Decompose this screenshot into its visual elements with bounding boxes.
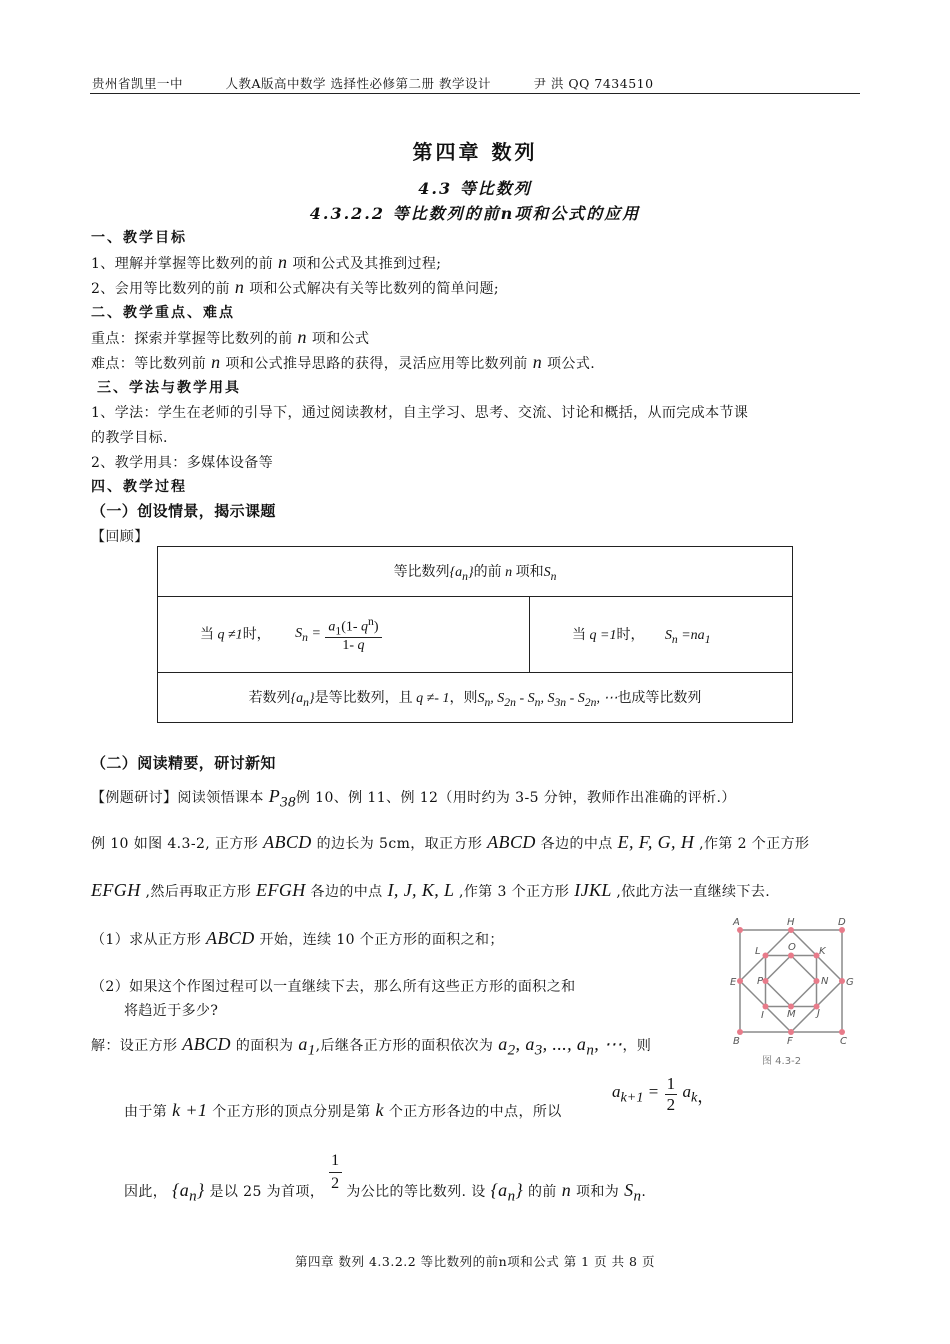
example-intro: 【例题研讨】阅读领悟课本 $P_{38}$例 10、例 11、例 12（用时约为 3-5 分钟，教师作出准确的评析.） xyxy=(91,786,736,811)
chapter-title: 第四章 数列 xyxy=(412,140,538,164)
fig-label-M: M xyxy=(787,1009,796,1020)
fig-label-G: G xyxy=(846,977,854,988)
page-header xyxy=(92,74,692,92)
fig-label-P: P xyxy=(757,976,764,987)
header-rule xyxy=(90,93,860,94)
subsection-1: （一）创设情景，揭示课题 xyxy=(91,502,276,520)
objective-2: 2、会用等比数列的前 n 项和公式解决有关等比数列的简单问题; xyxy=(91,277,500,297)
fig-label-O: O xyxy=(788,942,796,953)
keypoints-heading: 二、教学重点、难点 xyxy=(91,305,235,321)
header-book: 人教A版高中数学 选择性必修第二册 教学设计 xyxy=(225,76,491,91)
method-1a: 1、学法：学生在老师的引导下，通过阅读教材，自主学习、思考、交流、讨论和概括，从而完成本节课 xyxy=(91,405,749,421)
fig-label-A: A xyxy=(733,917,740,928)
fig-label-B: B xyxy=(733,1036,740,1047)
figure-caption: 图 4.3-2 xyxy=(762,1056,802,1067)
review-label: 【回顾】 xyxy=(91,529,149,545)
ratio-formula: $a_{k+1}$ = $\frac{1}{2}$ $a_k$， xyxy=(612,1074,715,1114)
method-1b: 的教学目标. xyxy=(91,430,168,446)
subsection-2: （二）阅读精要，研讨新知 xyxy=(91,754,276,772)
question-1: （1）求从正方形 ABCD 开始，连续 10 个正方形的面积之和； xyxy=(91,928,504,948)
objective-1: 1、理解并掌握等比数列的前 n 项和公式及其推到过程; xyxy=(91,252,442,272)
table-cell-q-not-1: 当 q ≠1时， $S_n$ = $\frac{a_1(1- q^n)}{1- q}$ xyxy=(158,597,530,673)
header-school: 贵州省凯里一中 xyxy=(92,76,184,91)
section-title: 4.3 等比数列 xyxy=(418,179,532,198)
difficult-point: 难点：等比数列前 n 项和公式推导思路的获得，灵活应用等比数列前 n 项公式. xyxy=(91,352,596,372)
table-row-definition: 等比数列$\{a_n\}$的前 n 项和$S_n$ xyxy=(158,547,793,597)
fig-label-N: N xyxy=(821,976,829,987)
fig-label-E: E xyxy=(730,977,737,988)
question-2a: （2）如果这个作图过程可以一直继续下去，那么所有这些正方形的面积之和 xyxy=(91,979,576,995)
question-2b: 将趋近于多少? xyxy=(124,1003,219,1019)
page-footer: 第四章 数列 4.3.2.2 等比数列的前n项和公式 第 1 页 共 8 页 xyxy=(295,1254,655,1269)
solution-line1: 解：设正方形 ABCD 的面积为 $a_1$,后继各正方形的面积依次为 $a_2$, $a_3$, ..., $a_n$, ⋯，则 xyxy=(91,1034,652,1059)
method-2: 2、教学用具：多媒体设备等 xyxy=(91,455,274,471)
figure-nested-squares xyxy=(726,912,854,1072)
example-10-line2: EFGH ,然后再取正方形 EFGH 各边的中点 I, J, K, L ,作第 3 个正方形 IJKL ,依此方法一直继续下去. xyxy=(91,880,771,900)
solution-line2: 由于第 k +1 个正方形的顶点分别是第 k 个正方形各边的中点，所以 xyxy=(124,1100,562,1120)
fig-label-D: D xyxy=(838,917,846,928)
review-table xyxy=(157,546,793,723)
methods-heading: 三、学法与教学用具 xyxy=(97,380,241,396)
fig-label-I: I xyxy=(761,1010,764,1021)
key-point: 重点：探索并掌握等比数列的前 n 项和公式 xyxy=(91,327,370,347)
fig-label-J: J xyxy=(817,1008,820,1019)
fig-label-C: C xyxy=(840,1036,847,1047)
fig-label-F: F xyxy=(787,1036,793,1047)
header-author: 尹 洪 QQ 7434510 xyxy=(533,76,654,91)
objectives-heading: 一、教学目标 xyxy=(91,230,187,246)
table-cell-q-equals-1: 当 q =1时， $S_n =na_1$ xyxy=(530,597,793,673)
process-heading: 四、教学过程 xyxy=(91,479,187,495)
table-row-property: 若数列$\{a_n\}$是等比数列，且 q ≠- 1，则$S_n$, $S_{2n} - S_n$, $S_{3n} - S_{2n}$, ⋯也成等比数列 xyxy=(158,673,793,723)
fig-label-H: H xyxy=(787,917,795,928)
solution-line3: 因此， $\{a_n\}$ 是以 25 为首项， $\frac{1}{2}$ 为公比的等比数列. 设 $\{a_n\}$ 的前 n 项和为 $S_n$. xyxy=(124,1151,647,1205)
fig-label-K: K xyxy=(819,946,826,957)
example-10-line1: 例 10 如图 4.3-2, 正方形 ABCD 的边长为 5cm，取正方形 ABCD 各边的中点 E, F, G, H ,作第 2 个正方形 xyxy=(91,832,810,852)
lesson-title: 4.3.2.2 等比数列的前n项和公式的应用 xyxy=(309,204,641,223)
fig-label-L: L xyxy=(755,946,761,957)
